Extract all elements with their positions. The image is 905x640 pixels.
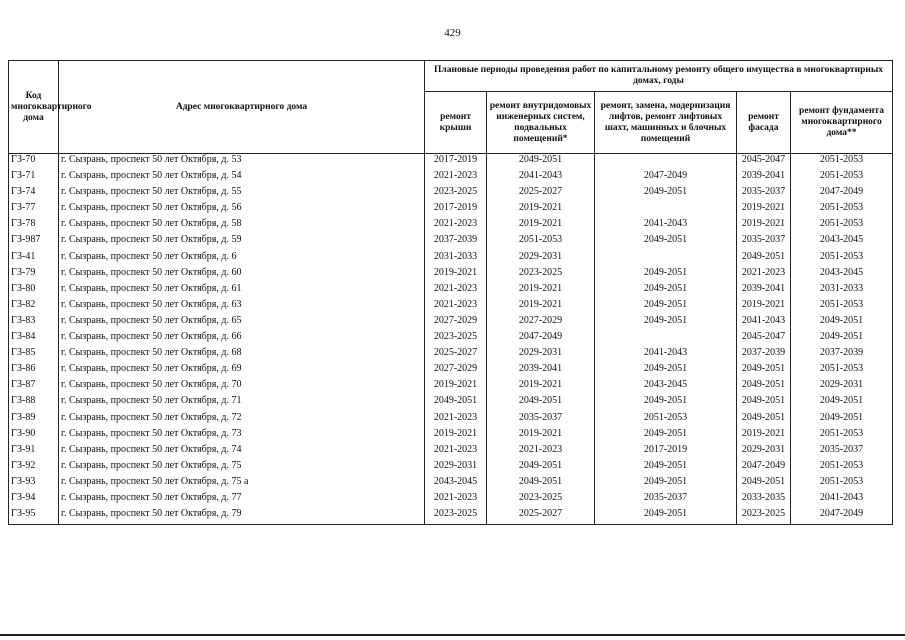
cell-facade: 2029-2031 bbox=[737, 444, 791, 460]
cell-code: ГЗ-92 bbox=[9, 460, 59, 476]
cell-roof: 2043-2045 bbox=[425, 476, 487, 492]
cell-foundation: 2051-2053 bbox=[791, 363, 893, 379]
repair-schedule-table bbox=[8, 60, 893, 525]
cell-address: г. Сызрань, проспект 50 лет Октября, д. 79 bbox=[59, 508, 425, 525]
cell-facade: 2047-2049 bbox=[737, 460, 791, 476]
cell-engineering: 2019-2021 bbox=[487, 202, 595, 218]
table-row bbox=[9, 395, 893, 411]
cell-engineering: 2025-2027 bbox=[487, 508, 595, 525]
cell-roof: 2019-2021 bbox=[425, 379, 487, 395]
header-code: Код многоквартирного дома bbox=[9, 61, 59, 154]
cell-code: ГЗ-93 bbox=[9, 476, 59, 492]
cell-code: ГЗ-77 bbox=[9, 202, 59, 218]
cell-elevators: 2047-2049 bbox=[595, 170, 737, 186]
cell-engineering: 2027-2029 bbox=[487, 315, 595, 331]
cell-code: ГЗ-88 bbox=[9, 395, 59, 411]
cell-facade: 2035-2037 bbox=[737, 186, 791, 202]
cell-facade: 2045-2047 bbox=[737, 154, 791, 171]
cell-engineering: 2019-2021 bbox=[487, 218, 595, 234]
cell-code: ГЗ-91 bbox=[9, 444, 59, 460]
cell-elevators: 2049-2051 bbox=[595, 508, 737, 525]
cell-engineering: 2039-2041 bbox=[487, 363, 595, 379]
cell-elevators: 2049-2051 bbox=[595, 299, 737, 315]
cell-code: ГЗ-79 bbox=[9, 267, 59, 283]
cell-facade: 2039-2041 bbox=[737, 170, 791, 186]
cell-elevators: 2049-2051 bbox=[595, 395, 737, 411]
cell-address: г. Сызрань, проспект 50 лет Октября, д. 66 bbox=[59, 331, 425, 347]
cell-foundation: 2049-2051 bbox=[791, 412, 893, 428]
cell-engineering: 2019-2021 bbox=[487, 299, 595, 315]
table-row bbox=[9, 267, 893, 283]
cell-foundation: 2049-2051 bbox=[791, 331, 893, 347]
cell-foundation: 2049-2051 bbox=[791, 395, 893, 411]
cell-address: г. Сызрань, проспект 50 лет Октября, д. 58 bbox=[59, 218, 425, 234]
cell-address: г. Сызрань, проспект 50 лет Октября, д. 74 bbox=[59, 444, 425, 460]
cell-elevators: 2043-2045 bbox=[595, 379, 737, 395]
cell-foundation: 2029-2031 bbox=[791, 379, 893, 395]
cell-engineering: 2051-2053 bbox=[487, 234, 595, 250]
cell-roof: 2027-2029 bbox=[425, 363, 487, 379]
cell-engineering: 2019-2021 bbox=[487, 379, 595, 395]
cell-engineering: 2029-2031 bbox=[487, 251, 595, 267]
cell-roof: 2027-2029 bbox=[425, 315, 487, 331]
cell-foundation: 2043-2045 bbox=[791, 267, 893, 283]
cell-code: ГЗ-74 bbox=[9, 186, 59, 202]
cell-address: г. Сызрань, проспект 50 лет Октября, д. 56 bbox=[59, 202, 425, 218]
cell-roof: 2019-2021 bbox=[425, 428, 487, 444]
cell-facade: 2049-2051 bbox=[737, 251, 791, 267]
table-row bbox=[9, 154, 893, 171]
cell-code: ГЗ-85 bbox=[9, 347, 59, 363]
cell-address: г. Сызрань, проспект 50 лет Октября, д. 72 bbox=[59, 412, 425, 428]
cell-facade: 2039-2041 bbox=[737, 283, 791, 299]
cell-facade: 2045-2047 bbox=[737, 331, 791, 347]
cell-foundation: 2051-2053 bbox=[791, 428, 893, 444]
cell-facade: 2019-2021 bbox=[737, 428, 791, 444]
cell-roof: 2021-2023 bbox=[425, 170, 487, 186]
cell-engineering: 2049-2051 bbox=[487, 154, 595, 171]
table-body bbox=[9, 154, 893, 525]
cell-elevators: 2035-2037 bbox=[595, 492, 737, 508]
table-row bbox=[9, 315, 893, 331]
cell-foundation: 2051-2053 bbox=[791, 154, 893, 171]
cell-address: г. Сызрань, проспект 50 лет Октября, д. 60 bbox=[59, 267, 425, 283]
cell-foundation: 2051-2053 bbox=[791, 476, 893, 492]
cell-facade: 2049-2051 bbox=[737, 395, 791, 411]
cell-roof: 2023-2025 bbox=[425, 331, 487, 347]
cell-elevators: 2017-2019 bbox=[595, 444, 737, 460]
table-row bbox=[9, 492, 893, 508]
cell-foundation: 2031-2033 bbox=[791, 283, 893, 299]
header-engineering: ремонт внутридомовых инженерных систем, подвальных помещений* bbox=[487, 92, 595, 154]
table-row bbox=[9, 412, 893, 428]
cell-address: г. Сызрань, проспект 50 лет Октября, д. 63 bbox=[59, 299, 425, 315]
cell-roof: 2017-2019 bbox=[425, 202, 487, 218]
cell-engineering: 2029-2031 bbox=[487, 347, 595, 363]
cell-code: ГЗ-87 bbox=[9, 379, 59, 395]
table-row bbox=[9, 331, 893, 347]
cell-facade: 2049-2051 bbox=[737, 379, 791, 395]
cell-facade: 2049-2051 bbox=[737, 476, 791, 492]
header-roof: ремонт крыши bbox=[425, 92, 487, 154]
cell-address: г. Сызрань, проспект 50 лет Октября, д. 73 bbox=[59, 428, 425, 444]
cell-foundation: 2051-2053 bbox=[791, 170, 893, 186]
table-row bbox=[9, 283, 893, 299]
cell-address: г. Сызрань, проспект 50 лет Октября, д. 69 bbox=[59, 363, 425, 379]
cell-code: ГЗ-89 bbox=[9, 412, 59, 428]
table-row bbox=[9, 251, 893, 267]
cell-elevators: 2049-2051 bbox=[595, 283, 737, 299]
cell-engineering: 2019-2021 bbox=[487, 283, 595, 299]
cell-elevators: 2049-2051 bbox=[595, 186, 737, 202]
cell-foundation: 2037-2039 bbox=[791, 347, 893, 363]
cell-elevators: 2049-2051 bbox=[595, 476, 737, 492]
cell-facade: 2023-2025 bbox=[737, 508, 791, 525]
cell-address: г. Сызрань, проспект 50 лет Октября, д. 71 bbox=[59, 395, 425, 411]
cell-code: ГЗ-90 bbox=[9, 428, 59, 444]
cell-engineering: 2035-2037 bbox=[487, 412, 595, 428]
cell-foundation: 2047-2049 bbox=[791, 508, 893, 525]
cell-elevators: 2041-2043 bbox=[595, 218, 737, 234]
cell-engineering: 2023-2025 bbox=[487, 492, 595, 508]
cell-code: ГЗ-41 bbox=[9, 251, 59, 267]
cell-facade: 2019-2021 bbox=[737, 299, 791, 315]
cell-code: ГЗ-94 bbox=[9, 492, 59, 508]
cell-roof: 2023-2025 bbox=[425, 186, 487, 202]
cell-roof: 2025-2027 bbox=[425, 347, 487, 363]
cell-address: г. Сызрань, проспект 50 лет Октября, д. 70 bbox=[59, 379, 425, 395]
cell-roof: 2021-2023 bbox=[425, 283, 487, 299]
cell-address: г. Сызрань, проспект 50 лет Октября, д. 59 bbox=[59, 234, 425, 250]
cell-address: г. Сызрань, проспект 50 лет Октября, д. 65 bbox=[59, 315, 425, 331]
cell-code: ГЗ-71 bbox=[9, 170, 59, 186]
cell-engineering: 2047-2049 bbox=[487, 331, 595, 347]
cell-roof: 2021-2023 bbox=[425, 299, 487, 315]
table-row bbox=[9, 460, 893, 476]
cell-facade: 2019-2021 bbox=[737, 202, 791, 218]
cell-roof: 2029-2031 bbox=[425, 460, 487, 476]
cell-roof: 2021-2023 bbox=[425, 492, 487, 508]
cell-code: ГЗ-95 bbox=[9, 508, 59, 525]
cell-elevators: 2049-2051 bbox=[595, 267, 737, 283]
cell-facade: 2041-2043 bbox=[737, 315, 791, 331]
cell-facade: 2035-2037 bbox=[737, 234, 791, 250]
cell-address: г. Сызрань, проспект 50 лет Октября, д. 61 bbox=[59, 283, 425, 299]
cell-foundation: 2051-2053 bbox=[791, 251, 893, 267]
cell-engineering: 2041-2043 bbox=[487, 170, 595, 186]
cell-elevators: 2049-2051 bbox=[595, 363, 737, 379]
cell-elevators: 2049-2051 bbox=[595, 428, 737, 444]
cell-foundation: 2051-2053 bbox=[791, 460, 893, 476]
cell-foundation: 2035-2037 bbox=[791, 444, 893, 460]
cell-roof: 2023-2025 bbox=[425, 508, 487, 525]
bottom-rule bbox=[0, 634, 905, 636]
table-row bbox=[9, 299, 893, 315]
cell-elevators bbox=[595, 251, 737, 267]
cell-engineering: 2019-2021 bbox=[487, 428, 595, 444]
table-row bbox=[9, 379, 893, 395]
cell-roof: 2021-2023 bbox=[425, 412, 487, 428]
cell-elevators bbox=[595, 202, 737, 218]
cell-foundation: 2043-2045 bbox=[791, 234, 893, 250]
cell-address: г. Сызрань, проспект 50 лет Октября, д. 6 bbox=[59, 251, 425, 267]
cell-foundation: 2047-2049 bbox=[791, 186, 893, 202]
table-row bbox=[9, 508, 893, 525]
cell-roof: 2049-2051 bbox=[425, 395, 487, 411]
cell-address: г. Сызрань, проспект 50 лет Октября, д. 68 bbox=[59, 347, 425, 363]
cell-elevators: 2051-2053 bbox=[595, 412, 737, 428]
cell-code: ГЗ-78 bbox=[9, 218, 59, 234]
cell-elevators: 2049-2051 bbox=[595, 460, 737, 476]
cell-address: г. Сызрань, проспект 50 лет Октября, д. 75 а bbox=[59, 476, 425, 492]
table-row bbox=[9, 218, 893, 234]
cell-engineering: 2049-2051 bbox=[487, 395, 595, 411]
header-address: Адрес многоквартирного дома bbox=[59, 61, 425, 154]
cell-address: г. Сызрань, проспект 50 лет Октября, д. 77 bbox=[59, 492, 425, 508]
cell-code: ГЗ-70 bbox=[9, 154, 59, 171]
table-row bbox=[9, 347, 893, 363]
cell-code: ГЗ-987 bbox=[9, 234, 59, 250]
table-row bbox=[9, 444, 893, 460]
cell-facade: 2021-2023 bbox=[737, 267, 791, 283]
cell-code: ГЗ-83 bbox=[9, 315, 59, 331]
table-row bbox=[9, 234, 893, 250]
cell-roof: 2021-2023 bbox=[425, 444, 487, 460]
header-periods-group: Плановые периоды проведения работ по капитальному ремонту общего имущества в многоквартирных домах, годы bbox=[425, 61, 893, 92]
cell-facade: 2033-2035 bbox=[737, 492, 791, 508]
cell-facade: 2049-2051 bbox=[737, 412, 791, 428]
cell-elevators: 2041-2043 bbox=[595, 347, 737, 363]
cell-foundation: 2041-2043 bbox=[791, 492, 893, 508]
cell-elevators bbox=[595, 154, 737, 171]
cell-roof: 2037-2039 bbox=[425, 234, 487, 250]
page-number: 429 bbox=[444, 27, 461, 39]
table-row bbox=[9, 170, 893, 186]
cell-roof: 2017-2019 bbox=[425, 154, 487, 171]
cell-foundation: 2049-2051 bbox=[791, 315, 893, 331]
cell-address: г. Сызрань, проспект 50 лет Октября, д. 75 bbox=[59, 460, 425, 476]
header-foundation: ремонт фундамента многоквартирного дома** bbox=[791, 92, 893, 154]
cell-code: ГЗ-84 bbox=[9, 331, 59, 347]
cell-roof: 2031-2033 bbox=[425, 251, 487, 267]
cell-elevators: 2049-2051 bbox=[595, 234, 737, 250]
cell-roof: 2021-2023 bbox=[425, 218, 487, 234]
cell-foundation: 2051-2053 bbox=[791, 218, 893, 234]
header-elevators: ремонт, замена, модернизация лифтов, ремонт лифтовых шахт, машинных и блочных помещений bbox=[595, 92, 737, 154]
cell-elevators: 2049-2051 bbox=[595, 315, 737, 331]
cell-address: г. Сызрань, проспект 50 лет Октября, д. 54 bbox=[59, 170, 425, 186]
cell-code: ГЗ-80 bbox=[9, 283, 59, 299]
cell-engineering: 2025-2027 bbox=[487, 186, 595, 202]
cell-facade: 2037-2039 bbox=[737, 347, 791, 363]
cell-address: г. Сызрань, проспект 50 лет Октября, д. 53 bbox=[59, 154, 425, 171]
table-row bbox=[9, 476, 893, 492]
cell-foundation: 2051-2053 bbox=[791, 299, 893, 315]
table-row bbox=[9, 186, 893, 202]
table-row bbox=[9, 363, 893, 379]
cell-code: ГЗ-82 bbox=[9, 299, 59, 315]
cell-foundation: 2051-2053 bbox=[791, 202, 893, 218]
cell-roof: 2019-2021 bbox=[425, 267, 487, 283]
cell-address: г. Сызрань, проспект 50 лет Октября, д. 55 bbox=[59, 186, 425, 202]
table-row bbox=[9, 428, 893, 444]
cell-elevators bbox=[595, 331, 737, 347]
cell-engineering: 2021-2023 bbox=[487, 444, 595, 460]
cell-code: ГЗ-86 bbox=[9, 363, 59, 379]
cell-engineering: 2023-2025 bbox=[487, 267, 595, 283]
cell-facade: 2019-2021 bbox=[737, 218, 791, 234]
cell-engineering: 2049-2051 bbox=[487, 476, 595, 492]
cell-engineering: 2049-2051 bbox=[487, 460, 595, 476]
cell-facade: 2049-2051 bbox=[737, 363, 791, 379]
header-facade: ремонт фасада bbox=[737, 92, 791, 154]
table-row bbox=[9, 202, 893, 218]
